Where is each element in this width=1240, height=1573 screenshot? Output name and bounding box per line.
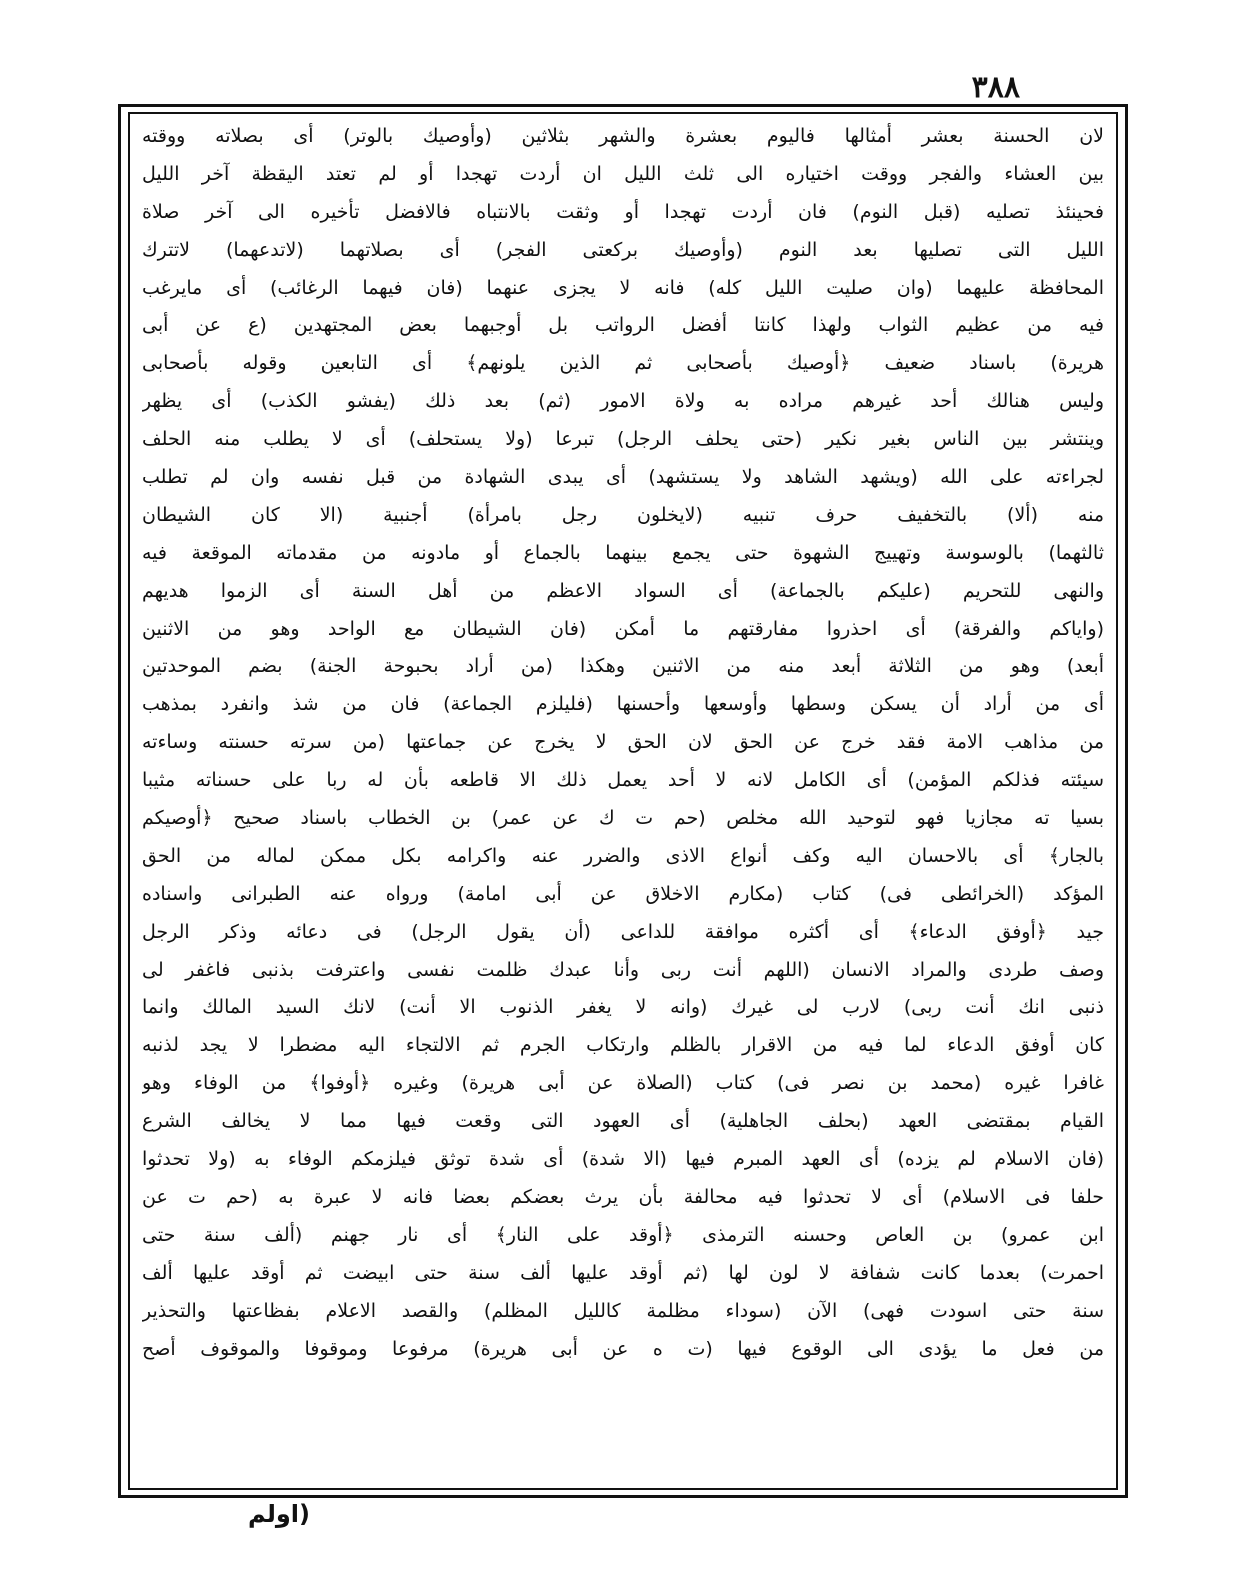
text-line: كان أوفق الدعاء لما فيه من الاقرار بالظلم وارتكاب الجرم ثم الالتجاء اليه مضطرا لا يجد لذنبه (142, 1034, 1104, 1057)
text-line: فيه من عظيم الثواب ولهذا كانتا أفضل الرواتب بل أوجبهما بعض المجتهدين (ع عن أبى (142, 314, 1104, 337)
text-line: حلفا فى الاسلام) أى لا تحدثوا فيه محالفة بأن يرث بعضكم بعضا فانه لا عبرة به (حم ت عن (142, 1185, 1104, 1208)
text-line: لجراءته على الله (ويشهد الشاهد ولا يستشهد) أى يبدى الشهادة من قبل نفسه وان لم تطلب (142, 466, 1104, 489)
text-line: (واياكم والفرقة) أى احذروا مفارقتهم ما أمكن (فان الشيطان مع الواحد وهو من الاثنين (142, 617, 1104, 640)
text-line: من فعل ما يؤدى الى الوقوع فيها (ت ه عن أبى هريرة) مرفوعا وموقوفا والموقوف أصح (142, 1337, 1104, 1360)
text-line: والنهى للتحريم (عليكم بالجماعة) أى السواد الاعظم من أهل السنة أى الزموا هديهم (142, 579, 1104, 602)
text-line: (فان الاسلام لم يزده) أى العهد المبرم فيها (الا شدة) أى شدة توثق فيلزمكم الوفاء به (ولا تحدثوا (142, 1148, 1104, 1171)
text-line: ذنبى انك أنت ربى) لارب لى غيرك (وانه لا يغفر الذنوب الا أنت) لانك السيد المالك وانما (142, 996, 1104, 1019)
text-line: سنة حتى اسودت فهى) الآن (سوداء مظلمة كالليل المظلم) والقصد الاعلام بفظاعتها والتحذير (142, 1299, 1104, 1322)
text-line: احمرت) بعدما كانت شفافة لا لون لها (ثم أوقد عليها ألف سنة حتى ابيضت ثم أوقد عليها ألف (142, 1261, 1104, 1284)
text-line: بالجار﴾ أى بالاحسان اليه وكف أنواع الاذى والضرر عنه واكرامه بكل ممكن لماله من الحق (142, 844, 1104, 867)
page-number: ٣٨٨ (971, 70, 1020, 105)
text-line (142, 1368, 1104, 1406)
text-line: وينتشر بين الناس بغير نكير (حتى يحلف الرجل) تبرعا (ولا يستحلف) أى لا يطلب منه الحلف (142, 428, 1104, 451)
text-line: هريرة) باسناد ضعيف ﴿أوصيك بأصحابى ثم الذين يلونهم﴾ أى التابعين وقوله بأصحابى (142, 352, 1104, 375)
text-line: المحافظة عليهما (وان صليت الليل كله) فانه لا يجزى عنهما (فان فيهما الرغائب) أى مايرغب (142, 276, 1104, 299)
text-line: وليس هنالك أحد غيرهم مراده به ولاة الامور (ثم) بعد ذلك (يفشو الكذب) أى يظهر (142, 390, 1104, 413)
text-line: لان الحسنة بعشر أمثالها فاليوم بعشرة والشهر بثلاثين (وأوصيك بالوتر) أى بصلاته ووقته (142, 125, 1104, 147)
text-line: بسيا ته مجازيا فهو لتوحيد الله مخلص (حم ت ك عن عمر) بن الخطاب باسناد صحيح ﴿أوصيكم (142, 807, 1104, 830)
text-line: ثالثهما) بالوسوسة وتهييج الشهوة حتى يجمع بينهما بالجماع أو مادونه من مقدماته الموقعة فيه (142, 541, 1104, 564)
text-line: أى من أراد أن يسكن وسطها وأوسعها وأحسنها (فليلزم الجماعة) فان من شذ وانفرد بمذهب (142, 693, 1104, 716)
text-line: سيئته فذلكم المؤمن) أى الكامل لانه لا أحد يعمل ذلك الا قاطعه بأن له ربا على حسناته مثيبا (142, 769, 1104, 792)
text-line: ابن عمرو) بن العاص وحسنه الترمذى ﴿أوقد على النار﴾ أى نار جهنم (ألف سنة حتى (142, 1223, 1104, 1246)
text-line: وصف طردى والمراد الانسان (اللهم أنت ربى وأنا عبدك ظلمت نفسى واعترفت بذنبى فاغفر لى (142, 958, 1104, 981)
text-line: المؤكد (الخرائطى فى) كتاب (مكارم الاخلاق عن أبى امامة) ورواه عنه الطبرانى واسناده (142, 882, 1104, 905)
text-line: من مذاهب الامة فقد خرج عن الحق لان الحق لا يخرج عن جماعتها (من سرته حسنته وساءته (142, 731, 1104, 754)
text-line (142, 1406, 1104, 1444)
body-text (142, 118, 1104, 1484)
text-line: فحينئذ تصليه (قبل النوم) فان أردت تهجدا أو وثقت بالانتباه فالافضل تأخيره الى آخر صلاة (142, 200, 1104, 223)
catchword: (اولم (248, 1500, 310, 1528)
text-line: الليل التى تصليها بعد النوم (وأوصيك بركعتى الفجر) أى بصلاتهما (لاتدعهما) لاتترك (142, 238, 1104, 261)
text-line: غافرا غيره (محمد بن نصر فى) كتاب (الصلاة عن أبى هريرة) وغيره ﴿أوفوا﴾ من الوفاء وهو (142, 1072, 1104, 1095)
text-line: بين العشاء والفجر ووقت اختياره الى ثلث الليل ان أردت تهجدا أو لم تعتد اليقظة آخر الليل (142, 162, 1104, 185)
text-line: منه (ألا) بالتخفيف حرف تنبيه (لايخلون رجل بامرأة) أجنبية (الا كان الشيطان (142, 503, 1104, 526)
text-line: جيد ﴿أوفق الدعاء﴾ أى أكثره موافقة للداعى (أن يقول الرجل) فى دعائه وذكر الرجل (142, 920, 1104, 943)
text-line: القيام بمقتضى العهد (بحلف الجاهلية) أى العهود التى وقعت فيها مما لا يخالف الشرع (142, 1110, 1104, 1133)
text-line: أبعد) وهو من الثلاثة أبعد منه من الاثنين وهكذا (من أراد بحبوحة الجنة) بضم الموحدتين (142, 655, 1104, 678)
